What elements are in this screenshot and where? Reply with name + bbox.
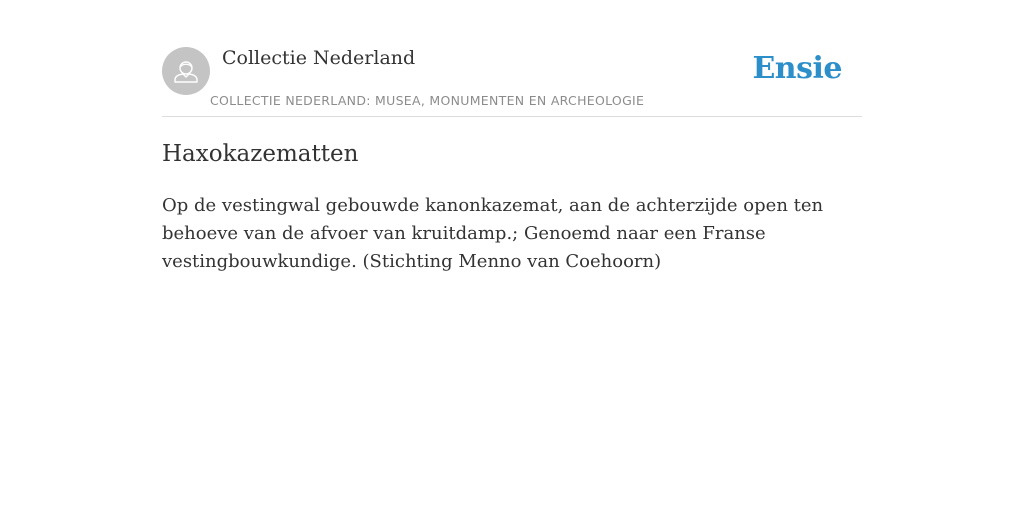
avatar[interactable]	[162, 47, 210, 95]
user-outline-icon	[162, 47, 210, 95]
entry-card	[162, 0, 862, 272]
entry-body: Op de vestingwal gebouwde kanonkazemat, aan de achterzijde open ten behoeve van de afvoer van kruitdamp.; Genoemd naar een Franse vestingbouwkundige. (Stichting Menno van Coehoorn)	[162, 195, 824, 272]
entry-header	[162, 0, 862, 117]
ensie-logo[interactable]: Ensie	[752, 51, 842, 86]
collection-label[interactable]: COLLECTIE NEDERLAND: MUSEA, MONUMENTEN EN ARCHEOLOGIE	[210, 93, 645, 108]
author-name[interactable]: Collectie Nederland	[222, 47, 416, 69]
entry-title: Haxokazematten	[162, 141, 359, 167]
